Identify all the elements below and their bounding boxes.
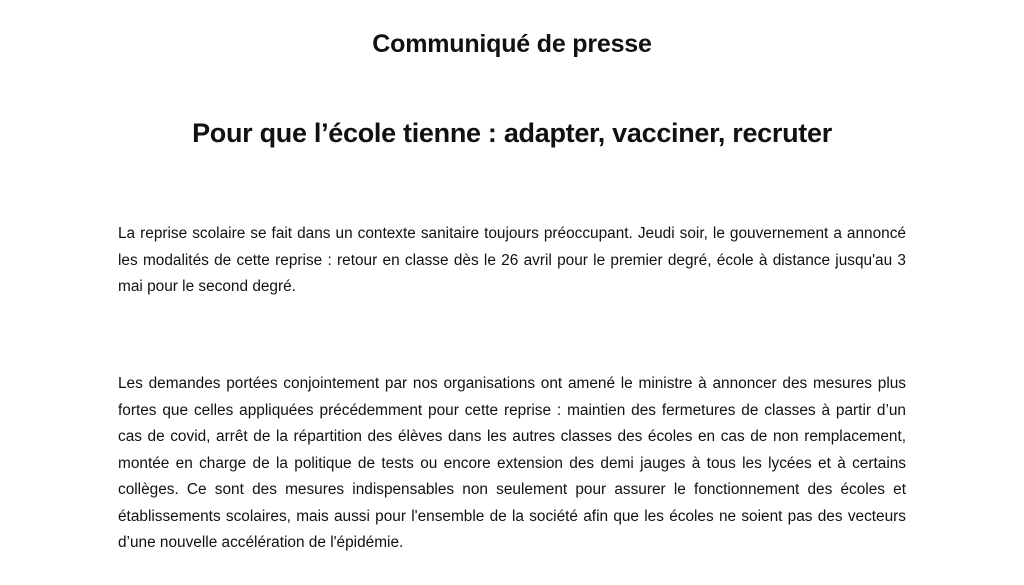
body-paragraph-2: Les demandes portées conjointement par nos organisations ont amené le ministre à annoncer des mesures plus fortes que celles appliquées précédemment pour cette reprise : maintien des fermetures de classes à partir d’un cas de covid, arrêt de la répartition des élèves dans les autres classes des écoles en cas de non remplacement, montée en charge de la politique de tests ou encore extension des demi jauges à tous les lycées et à certains collèges. Ce sont des mesures indispensables non seulement pour assurer le fonctionnement des écoles et établissements scolaires, mais aussi pour l'ensemble de la société afin que les écoles ne soient pas des vecteurs d’une nouvelle accélération de l'épidémie. (118, 375, 906, 551)
press-release-label: Communiqué de presse (372, 30, 652, 58)
headline: Pour que l’école tienne : adapter, vacciner, recruter (192, 118, 832, 148)
body-paragraph-1: La reprise scolaire se fait dans un contexte sanitaire toujours préoccupant. Jeudi soir, le gouvernement a annoncé les modalités de cette reprise : retour en classe dès le 26 avril pour le premier degré, école à distance jusqu'au 3 mai pour le second degré. (118, 225, 906, 295)
